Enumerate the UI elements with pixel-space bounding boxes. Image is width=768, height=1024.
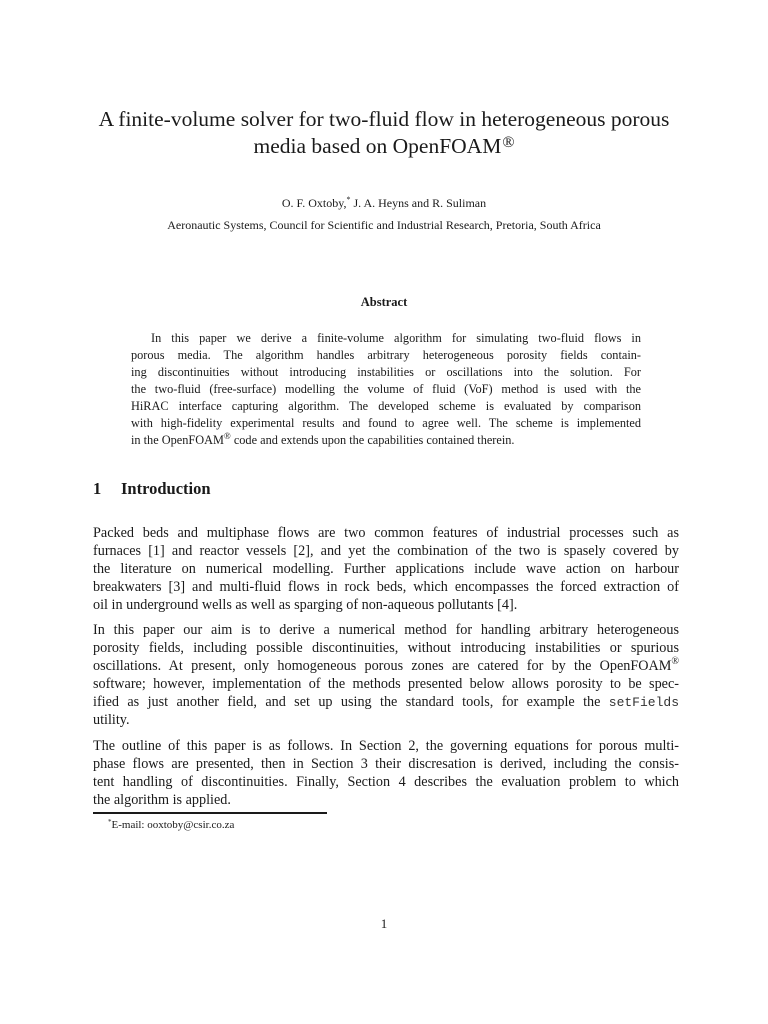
abstract-heading: Abstract — [360, 295, 408, 309]
paragraph-1 — [93, 524, 679, 614]
paragraph-line: software; however, implementation of the methods presented below allows porosity to be spec- — [93, 676, 679, 692]
section-title: Introduction — [121, 479, 211, 498]
paper-title — [60, 106, 708, 162]
page-number: 1 — [380, 916, 388, 931]
author-first: O. F. Oxtoby, — [281, 196, 347, 210]
author-list — [0, 195, 768, 213]
abstract-line: porous media. The algorithm handles arbitrary heterogeneous porosity fields contain- — [131, 348, 641, 362]
paragraph-2 — [93, 621, 679, 729]
affiliation: Aeronautic Systems, Council for Scientific and Industrial Research, Pretoria, South Africa — [167, 218, 601, 232]
abstract-line: the two-fluid (free-surface) modelling the volume of fluid (VoF) method is used with the — [131, 382, 641, 396]
abstract-line: ing discontinuities without introducing instabilities or oscillations into the solution. For — [131, 365, 641, 379]
footnote-rule — [93, 812, 327, 814]
abstract-line-last: in the OpenFOAM® code and extends upon the capabilities contained therein. — [131, 431, 515, 447]
paragraph-line: oscillations. At present, only homogeneous porous zones are catered for by the OpenFOAM® — [93, 656, 679, 674]
paragraph-line: phase flows are presented, then in Section 3 their discresation is derived, including the consis- — [93, 756, 679, 772]
paragraph-line: porosity fields, including possible discontinuities, without introducing instabilities or spurious — [93, 640, 679, 656]
paragraph-line: the literature on numerical modelling. Further applications include wave action on harbour — [93, 561, 679, 577]
footnote — [108, 818, 234, 833]
paragraph-line: furnaces [1] and reactor vessels [2], and yet the combination of the two is spasely covered by — [93, 543, 679, 559]
footnote-mark: * — [108, 818, 112, 826]
paragraph-line: The outline of this paper is as follows. In Section 2, the governing equations for porous multi- — [93, 738, 679, 754]
registered-mark: ® — [502, 134, 515, 151]
paragraph-line: oil in underground wells as well as sparging of non-aqueous pollutants [4]. — [93, 597, 518, 613]
author-footnote-mark: * — [346, 195, 351, 204]
paragraph-line: breakwaters [3] and multi-fluid flows in rock beds, which encompasses the forced extraction of — [93, 579, 679, 595]
abstract-line: with high-fidelity experimental results and found to agree well. The scheme is implemented — [131, 416, 641, 430]
paragraph-line: ified as just another field, and set up using the standard tools, for example the setFields — [93, 694, 679, 710]
author-rest: J. A. Heyns and R. Suliman — [350, 196, 487, 210]
paragraph-line: the algorithm is applied. — [93, 792, 231, 808]
section-number: 1 — [93, 479, 102, 498]
title-line-2: media based on OpenFOAM® — [253, 134, 515, 158]
abstract-body — [131, 330, 641, 449]
paragraph-line: tent handling of discontinuities. Finally, Section 4 describes the evaluation problem to which — [93, 774, 679, 790]
paragraph-line: Packed beds and multiphase flows are two common features of industrial processes such as — [93, 525, 679, 541]
section-heading — [93, 479, 211, 499]
paragraph-3 — [93, 737, 679, 809]
paragraph-line: utility. — [93, 712, 130, 728]
abstract-line: In this paper we derive a finite-volume algorithm for simulating two-fluid flows in — [151, 331, 641, 345]
code-setfields: setFields — [608, 695, 679, 710]
footnote-text: E-mail: ooxtoby@csir.co.za — [111, 819, 235, 831]
title-line-1: A finite-volume solver for two-fluid flow in heterogeneous porous — [98, 107, 670, 131]
abstract-line: HiRAC interface capturing algorithm. The developed scheme is evaluated by comparison — [131, 399, 641, 413]
paragraph-line: In this paper our aim is to derive a numerical method for handling arbitrary heterogeneous — [93, 622, 679, 638]
